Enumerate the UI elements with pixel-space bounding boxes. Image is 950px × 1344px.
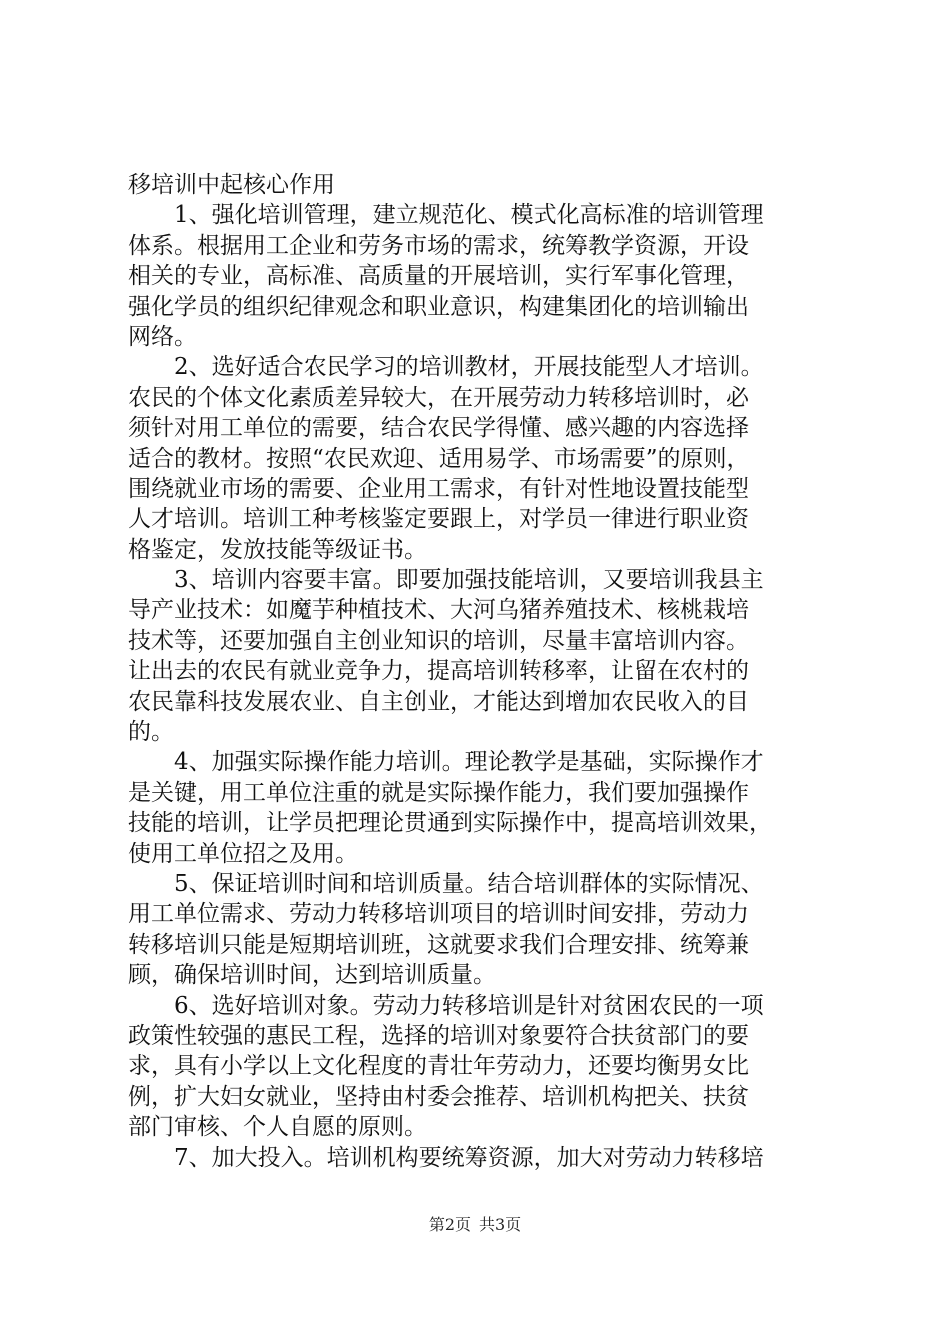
text-line: 政策性较强的惠民工程，选择的培训对象要符合扶贫部门的要 [128,1022,749,1049]
text-line: 强化学员的组织纪律观念和职业意识，构建集团化的培训输出 [128,293,749,320]
text-line: 部门审核、个人自愿的原则。 [128,1114,427,1141]
text-line: 移培训中起核心作用 [128,172,335,198]
text-line: 农民的个体文化素质差异较大，在开展劳动力转移培训时，必 [128,384,749,411]
page-number: 第2页 [428,1215,471,1234]
text-line: 2、选好适合农民学习的培训教材，开展技能型人才培训。 [174,354,764,381]
text-line: 让出去的农民有就业竞争力，提高培训转移率，让留在农村的 [128,658,749,685]
text-line: 1、强化培训管理，建立规范化、模式化高标准的培训管理 [174,202,764,229]
text-line: 相关的专业，高标准、高质量的开展培训，实行军事化管理， [128,263,749,290]
text-line: 使用工单位招之及用。 [128,840,358,867]
text-line: 人才培训。培训工种考核鉴定要跟上，对学员一律进行职业资 [128,506,749,533]
text-line: 技术等，还要加强自主创业知识的培训，尽量丰富培训内容。 [128,627,749,654]
text-line: 顾，确保培训时间，达到培训质量。 [128,962,496,989]
text-line: 5、保证培训时间和培训质量。结合培训群体的实际情况、 [174,870,764,897]
page-footer [0,1215,950,1235]
text-line: 例，扩大妇女就业，坚持由村委会推荐、培训机构把关、扶贫 [128,1083,749,1110]
text-line: 4、加强实际操作能力培训。理论教学是基础，实际操作才 [174,749,764,776]
text-line: 转移培训只能是短期培训班，这就要求我们合理安排、统筹兼 [128,931,749,958]
text-line: 技能的培训，让学员把理论贯通到实际操作中，提高培训效果， [128,810,772,837]
text-line: 6、选好培训对象。劳动力转移培训是针对贫困农民的一项 [174,992,764,1019]
page-total: 共3页 [479,1215,522,1234]
text-line: 导产业技术：如魔芋种植技术、大河乌猪养殖技术、核桃栽培 [128,597,749,624]
text-line: 7、加大投入。培训机构要统筹资源，加大对劳动力转移培 [174,1144,764,1171]
text-line: 求，具有小学以上文化程度的青壮年劳动力，还要均衡男女比 [128,1053,749,1080]
text-line: 适合的教材。按照“农民欢迎、适用易学、市场需要”的原则， [128,445,750,472]
text-line: 体系。根据用工企业和劳务市场的需求，统筹教学资源，开设 [128,232,749,259]
text-line: 的。 [128,719,174,746]
text-line: 网络。 [128,323,197,350]
text-line: 用工单位需求、劳动力转移培训项目的培训时间安排，劳动力 [128,901,749,928]
text-line: 围绕就业市场的需要、企业用工需求，有针对性地设置技能型 [128,475,749,502]
text-line: 3、培训内容要丰富。即要加强技能培训，又要培训我县主 [174,567,764,594]
text-line: 是关键，用工单位注重的就是实际操作能力，我们要加强操作 [128,779,749,806]
text-line: 格鉴定，发放技能等级证书。 [128,536,427,563]
text-line: 须针对用工单位的需要，结合农民学得懂、感兴趣的内容选择 [128,415,749,442]
text-line: 农民靠科技发展农业、自主创业，才能达到增加农民收入的目 [128,688,749,715]
document-body [128,170,828,1173]
